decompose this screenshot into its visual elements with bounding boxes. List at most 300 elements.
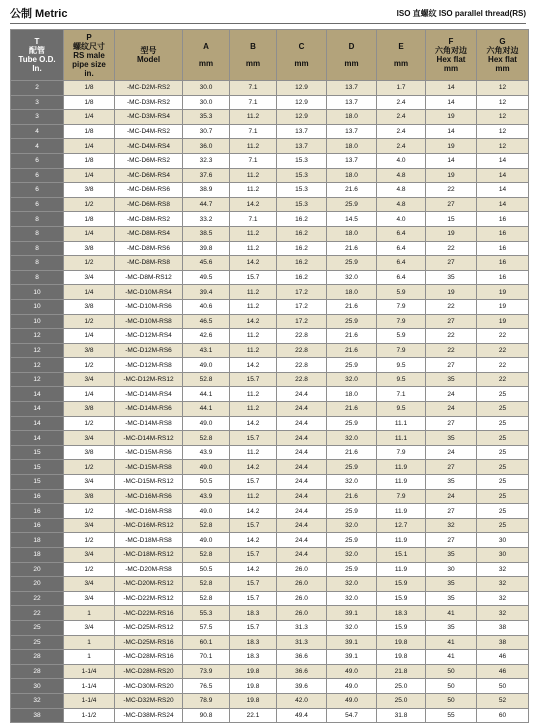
cell-f: 14	[426, 153, 477, 168]
cell-b: 14.2	[230, 460, 277, 475]
cell-e: 25.0	[377, 679, 426, 694]
header-row	[11, 30, 529, 81]
table-row	[11, 299, 529, 314]
cell-a: 39.8	[183, 241, 230, 256]
cell-b: 19.8	[230, 664, 277, 679]
cell-e: 15.9	[377, 577, 426, 592]
cell-c: 31.3	[277, 620, 327, 635]
cell-c: 24.4	[277, 518, 327, 533]
cell-d: 25.9	[327, 256, 377, 271]
cell-model: -MC-D22M-RS16	[115, 606, 183, 621]
cell-e: 2.4	[377, 124, 426, 139]
cell-a: 60.1	[183, 635, 230, 650]
cell-tube-od: 12	[11, 372, 64, 387]
cell-e: 4.0	[377, 212, 426, 227]
table-row	[11, 548, 529, 563]
cell-g: 22	[477, 329, 529, 344]
cell-f: 41	[426, 606, 477, 621]
cell-d: 25.9	[327, 197, 377, 212]
header-b: B mm	[230, 30, 277, 81]
cell-pipe-size: 1	[64, 635, 115, 650]
cell-model: -MC-D18M-RS12	[115, 548, 183, 563]
cell-a: 49.0	[183, 460, 230, 475]
cell-a: 42.6	[183, 329, 230, 344]
cell-d: 25.9	[327, 358, 377, 373]
cell-c: 36.6	[277, 650, 327, 665]
cell-pipe-size: 3/4	[64, 591, 115, 606]
cell-b: 14.2	[230, 533, 277, 548]
cell-tube-od: 10	[11, 285, 64, 300]
cell-d: 18.0	[327, 110, 377, 125]
cell-d: 32.0	[327, 431, 377, 446]
cell-c: 12.9	[277, 110, 327, 125]
cell-f: 35	[426, 577, 477, 592]
cell-pipe-size: 3/8	[64, 241, 115, 256]
cell-c: 24.4	[277, 533, 327, 548]
cell-tube-od: 20	[11, 577, 64, 592]
cell-e: 4.8	[377, 183, 426, 198]
cell-d: 25.9	[327, 314, 377, 329]
cell-b: 11.2	[230, 402, 277, 417]
cell-tube-od: 28	[11, 664, 64, 679]
cell-a: 49.0	[183, 533, 230, 548]
cell-tube-od: 8	[11, 270, 64, 285]
cell-a: 76.5	[183, 679, 230, 694]
cell-tube-od: 10	[11, 314, 64, 329]
cell-f: 50	[426, 679, 477, 694]
cell-pipe-size: 1/4	[64, 168, 115, 183]
cell-pipe-size: 1/4	[64, 329, 115, 344]
cell-b: 11.2	[230, 241, 277, 256]
cell-pipe-size: 1/2	[64, 460, 115, 475]
cell-c: 17.2	[277, 299, 327, 314]
cell-a: 44.7	[183, 197, 230, 212]
cell-c: 24.4	[277, 416, 327, 431]
table-row	[11, 460, 529, 475]
cell-g: 32	[477, 562, 529, 577]
cell-a: 43.9	[183, 489, 230, 504]
cell-f: 27	[426, 197, 477, 212]
cell-b: 15.7	[230, 548, 277, 563]
cell-g: 16	[477, 212, 529, 227]
cell-pipe-size: 1-1/4	[64, 664, 115, 679]
cell-pipe-size: 1-1/4	[64, 679, 115, 694]
cell-d: 25.9	[327, 533, 377, 548]
cell-pipe-size: 3/4	[64, 548, 115, 563]
cell-c: 49.4	[277, 708, 327, 723]
cell-d: 54.7	[327, 708, 377, 723]
table-row	[11, 489, 529, 504]
cell-g: 19	[477, 285, 529, 300]
cell-f: 27	[426, 533, 477, 548]
cell-b: 11.2	[230, 387, 277, 402]
table-row	[11, 387, 529, 402]
cell-model: -MC-D4M-RS2	[115, 124, 183, 139]
cell-f: 27	[426, 416, 477, 431]
cell-f: 27	[426, 256, 477, 271]
cell-model: -MC-D16M-RS12	[115, 518, 183, 533]
cell-d: 32.0	[327, 518, 377, 533]
cell-tube-od: 22	[11, 606, 64, 621]
cell-model: -MC-D15M-RS8	[115, 460, 183, 475]
table-row	[11, 95, 529, 110]
cell-g: 25	[477, 431, 529, 446]
cell-g: 12	[477, 110, 529, 125]
table-row	[11, 358, 529, 373]
header-tube-od: T 配管 Tube O.D. In.	[11, 30, 64, 81]
cell-pipe-size: 1/4	[64, 139, 115, 154]
cell-c: 26.0	[277, 606, 327, 621]
cell-d: 18.0	[327, 168, 377, 183]
cell-d: 25.9	[327, 562, 377, 577]
header-pipe-size: P 螺纹尺寸 RS male pipe size in.	[64, 30, 115, 81]
cell-c: 39.6	[277, 679, 327, 694]
cell-b: 11.2	[230, 110, 277, 125]
cell-tube-od: 32	[11, 693, 64, 708]
cell-d: 32.0	[327, 475, 377, 490]
cell-a: 52.8	[183, 548, 230, 563]
cell-d: 18.0	[327, 387, 377, 402]
cell-d: 21.6	[327, 343, 377, 358]
cell-c: 15.3	[277, 153, 327, 168]
cell-a: 32.3	[183, 153, 230, 168]
cell-tube-od: 28	[11, 650, 64, 665]
cell-tube-od: 12	[11, 358, 64, 373]
table-row	[11, 343, 529, 358]
cell-f: 14	[426, 95, 477, 110]
cell-model: -MC-D20M-RS8	[115, 562, 183, 577]
title-rule	[10, 23, 526, 24]
cell-a: 30.0	[183, 95, 230, 110]
cell-a: 49.0	[183, 416, 230, 431]
table-row	[11, 620, 529, 635]
cell-g: 22	[477, 343, 529, 358]
cell-c: 16.2	[277, 256, 327, 271]
cell-model: -MC-D18M-RS8	[115, 533, 183, 548]
cell-model: -MC-D8M-RS4	[115, 226, 183, 241]
cell-c: 26.0	[277, 591, 327, 606]
cell-e: 11.9	[377, 475, 426, 490]
cell-model: -MC-D32M-RS20	[115, 693, 183, 708]
cell-g: 22	[477, 372, 529, 387]
cell-tube-od: 22	[11, 591, 64, 606]
table-row	[11, 168, 529, 183]
cell-c: 42.0	[277, 693, 327, 708]
cell-tube-od: 12	[11, 329, 64, 344]
cell-g: 12	[477, 124, 529, 139]
page-title: 公制 Metric	[10, 8, 68, 20]
cell-a: 37.6	[183, 168, 230, 183]
cell-a: 43.1	[183, 343, 230, 358]
cell-model: -MC-D25M-RS12	[115, 620, 183, 635]
cell-f: 27	[426, 504, 477, 519]
cell-b: 7.1	[230, 212, 277, 227]
table-row	[11, 153, 529, 168]
cell-a: 70.1	[183, 650, 230, 665]
table-row	[11, 679, 529, 694]
cell-e: 25.0	[377, 693, 426, 708]
cell-e: 7.9	[377, 445, 426, 460]
cell-tube-od: 4	[11, 139, 64, 154]
cell-pipe-size: 3/4	[64, 431, 115, 446]
cell-e: 11.1	[377, 416, 426, 431]
cell-g: 19	[477, 314, 529, 329]
cell-c: 16.2	[277, 226, 327, 241]
cell-model: -MC-D8M-RS2	[115, 212, 183, 227]
cell-b: 11.2	[230, 168, 277, 183]
cell-pipe-size: 3/4	[64, 577, 115, 592]
cell-b: 14.2	[230, 314, 277, 329]
cell-e: 4.8	[377, 197, 426, 212]
cell-pipe-size: 1/4	[64, 110, 115, 125]
header-g-hex-flat: G 六角对边 Hex flat mm	[477, 30, 529, 81]
cell-a: 38.9	[183, 183, 230, 198]
cell-g: 25	[477, 475, 529, 490]
cell-e: 18.3	[377, 606, 426, 621]
cell-model: -MC-D30M-RS20	[115, 679, 183, 694]
cell-f: 22	[426, 299, 477, 314]
cell-c: 22.8	[277, 343, 327, 358]
cell-c: 13.7	[277, 124, 327, 139]
cell-a: 49.0	[183, 358, 230, 373]
cell-f: 35	[426, 475, 477, 490]
cell-pipe-size: 3/8	[64, 489, 115, 504]
cell-b: 18.3	[230, 650, 277, 665]
cell-b: 19.8	[230, 693, 277, 708]
cell-f: 50	[426, 693, 477, 708]
cell-b: 15.7	[230, 475, 277, 490]
table-row	[11, 110, 529, 125]
cell-model: -MC-D14M-RS4	[115, 387, 183, 402]
cell-g: 12	[477, 139, 529, 154]
cell-a: 36.0	[183, 139, 230, 154]
cell-c: 17.2	[277, 314, 327, 329]
cell-g: 38	[477, 635, 529, 650]
cell-pipe-size: 1/8	[64, 153, 115, 168]
cell-tube-od: 15	[11, 475, 64, 490]
cell-b: 14.2	[230, 358, 277, 373]
cell-a: 49.0	[183, 504, 230, 519]
cell-c: 12.9	[277, 95, 327, 110]
cell-pipe-size: 3/4	[64, 620, 115, 635]
cell-c: 17.2	[277, 285, 327, 300]
cell-g: 46	[477, 664, 529, 679]
cell-c: 24.4	[277, 475, 327, 490]
cell-d: 18.0	[327, 285, 377, 300]
cell-g: 14	[477, 168, 529, 183]
cell-g: 25	[477, 504, 529, 519]
cell-f: 35	[426, 591, 477, 606]
cell-tube-od: 10	[11, 299, 64, 314]
cell-pipe-size: 1-1/2	[64, 708, 115, 723]
cell-pipe-size: 1-1/4	[64, 693, 115, 708]
cell-g: 19	[477, 299, 529, 314]
cell-tube-od: 4	[11, 124, 64, 139]
cell-d: 21.6	[327, 445, 377, 460]
cell-f: 19	[426, 168, 477, 183]
cell-a: 40.6	[183, 299, 230, 314]
cell-f: 35	[426, 372, 477, 387]
cell-pipe-size: 1	[64, 650, 115, 665]
table-row	[11, 693, 529, 708]
cell-f: 41	[426, 635, 477, 650]
cell-tube-od: 14	[11, 416, 64, 431]
cell-g: 25	[477, 445, 529, 460]
cell-tube-od: 20	[11, 562, 64, 577]
cell-pipe-size: 1/8	[64, 81, 115, 96]
table-row	[11, 708, 529, 723]
table-row	[11, 650, 529, 665]
cell-d: 14.5	[327, 212, 377, 227]
header-f-hex-flat: F 六角对边 Hex flat mm	[426, 30, 477, 81]
cell-model: -MC-D22M-RS12	[115, 591, 183, 606]
cell-b: 15.7	[230, 518, 277, 533]
cell-a: 50.5	[183, 562, 230, 577]
cell-e: 11.9	[377, 562, 426, 577]
cell-d: 32.0	[327, 548, 377, 563]
cell-f: 22	[426, 329, 477, 344]
cell-c: 36.6	[277, 664, 327, 679]
cell-d: 13.7	[327, 124, 377, 139]
cell-model: -MC-D20M-RS12	[115, 577, 183, 592]
cell-b: 11.2	[230, 226, 277, 241]
cell-model: -MC-D12M-RS4	[115, 329, 183, 344]
cell-g: 60	[477, 708, 529, 723]
cell-tube-od: 6	[11, 197, 64, 212]
cell-d: 49.0	[327, 693, 377, 708]
page-subtitle: ISO 直螺纹 ISO parallel thread(RS)	[396, 9, 526, 18]
cell-a: 49.5	[183, 270, 230, 285]
cell-d: 49.0	[327, 664, 377, 679]
cell-c: 24.4	[277, 548, 327, 563]
cell-c: 24.4	[277, 460, 327, 475]
cell-model: -MC-D12M-RS6	[115, 343, 183, 358]
cell-tube-od: 6	[11, 183, 64, 198]
table-row	[11, 241, 529, 256]
cell-b: 18.3	[230, 606, 277, 621]
cell-g: 32	[477, 606, 529, 621]
table-row	[11, 402, 529, 417]
cell-b: 7.1	[230, 81, 277, 96]
cell-b: 11.2	[230, 445, 277, 460]
cell-f: 19	[426, 139, 477, 154]
table-row	[11, 445, 529, 460]
cell-b: 22.1	[230, 708, 277, 723]
cell-d: 32.0	[327, 591, 377, 606]
cell-c: 15.3	[277, 168, 327, 183]
cell-d: 13.7	[327, 153, 377, 168]
header-c: C mm	[277, 30, 327, 81]
cell-tube-od: 6	[11, 168, 64, 183]
cell-c: 24.4	[277, 504, 327, 519]
cell-g: 14	[477, 183, 529, 198]
cell-g: 16	[477, 226, 529, 241]
cell-b: 14.2	[230, 256, 277, 271]
cell-g: 52	[477, 693, 529, 708]
cell-g: 25	[477, 489, 529, 504]
cell-a: 44.1	[183, 387, 230, 402]
cell-b: 11.2	[230, 329, 277, 344]
cell-f: 30	[426, 562, 477, 577]
cell-g: 46	[477, 650, 529, 665]
cell-model: -MC-D28M-RS20	[115, 664, 183, 679]
cell-d: 13.7	[327, 95, 377, 110]
cell-b: 11.2	[230, 285, 277, 300]
cell-e: 9.5	[377, 372, 426, 387]
cell-f: 22	[426, 343, 477, 358]
cell-pipe-size: 3/8	[64, 445, 115, 460]
cell-model: -MC-D15M-RS12	[115, 475, 183, 490]
cell-pipe-size: 3/4	[64, 372, 115, 387]
cell-e: 6.4	[377, 241, 426, 256]
cell-tube-od: 8	[11, 256, 64, 271]
table-row	[11, 664, 529, 679]
cell-c: 24.4	[277, 402, 327, 417]
cell-tube-od: 16	[11, 518, 64, 533]
cell-a: 52.8	[183, 577, 230, 592]
cell-model: -MC-D14M-RS6	[115, 402, 183, 417]
cell-b: 11.2	[230, 183, 277, 198]
cell-a: 43.9	[183, 445, 230, 460]
cell-d: 21.6	[327, 299, 377, 314]
cell-b: 15.7	[230, 270, 277, 285]
cell-tube-od: 16	[11, 504, 64, 519]
cell-f: 35	[426, 620, 477, 635]
cell-g: 14	[477, 197, 529, 212]
cell-d: 32.0	[327, 620, 377, 635]
cell-e: 7.9	[377, 489, 426, 504]
cell-pipe-size: 1/8	[64, 212, 115, 227]
table-row	[11, 270, 529, 285]
cell-pipe-size: 3/4	[64, 518, 115, 533]
cell-c: 16.2	[277, 212, 327, 227]
header-model: 型号 Model	[115, 30, 183, 81]
cell-b: 15.7	[230, 577, 277, 592]
header-e: E mm	[377, 30, 426, 81]
table-row	[11, 314, 529, 329]
cell-c: 22.8	[277, 372, 327, 387]
cell-f: 14	[426, 81, 477, 96]
cell-c: 13.7	[277, 139, 327, 154]
cell-c: 24.4	[277, 387, 327, 402]
cell-pipe-size: 1/8	[64, 95, 115, 110]
cell-pipe-size: 1/2	[64, 197, 115, 212]
cell-b: 14.2	[230, 197, 277, 212]
cell-e: 7.9	[377, 314, 426, 329]
cell-model: -MC-D12M-RS12	[115, 372, 183, 387]
cell-tube-od: 25	[11, 635, 64, 650]
cell-tube-od: 3	[11, 95, 64, 110]
cell-pipe-size: 1/4	[64, 285, 115, 300]
cell-d: 21.6	[327, 489, 377, 504]
cell-e: 11.1	[377, 431, 426, 446]
cell-tube-od: 8	[11, 241, 64, 256]
table-row	[11, 81, 529, 96]
table-row	[11, 533, 529, 548]
cell-b: 11.2	[230, 489, 277, 504]
cell-tube-od: 8	[11, 226, 64, 241]
cell-b: 14.2	[230, 504, 277, 519]
cell-pipe-size: 1/2	[64, 358, 115, 373]
cell-g: 16	[477, 241, 529, 256]
cell-d: 18.0	[327, 139, 377, 154]
table-body	[11, 81, 529, 723]
cell-g: 25	[477, 402, 529, 417]
cell-d: 32.0	[327, 270, 377, 285]
cell-a: 52.8	[183, 591, 230, 606]
cell-b: 14.2	[230, 416, 277, 431]
cell-e: 15.9	[377, 591, 426, 606]
